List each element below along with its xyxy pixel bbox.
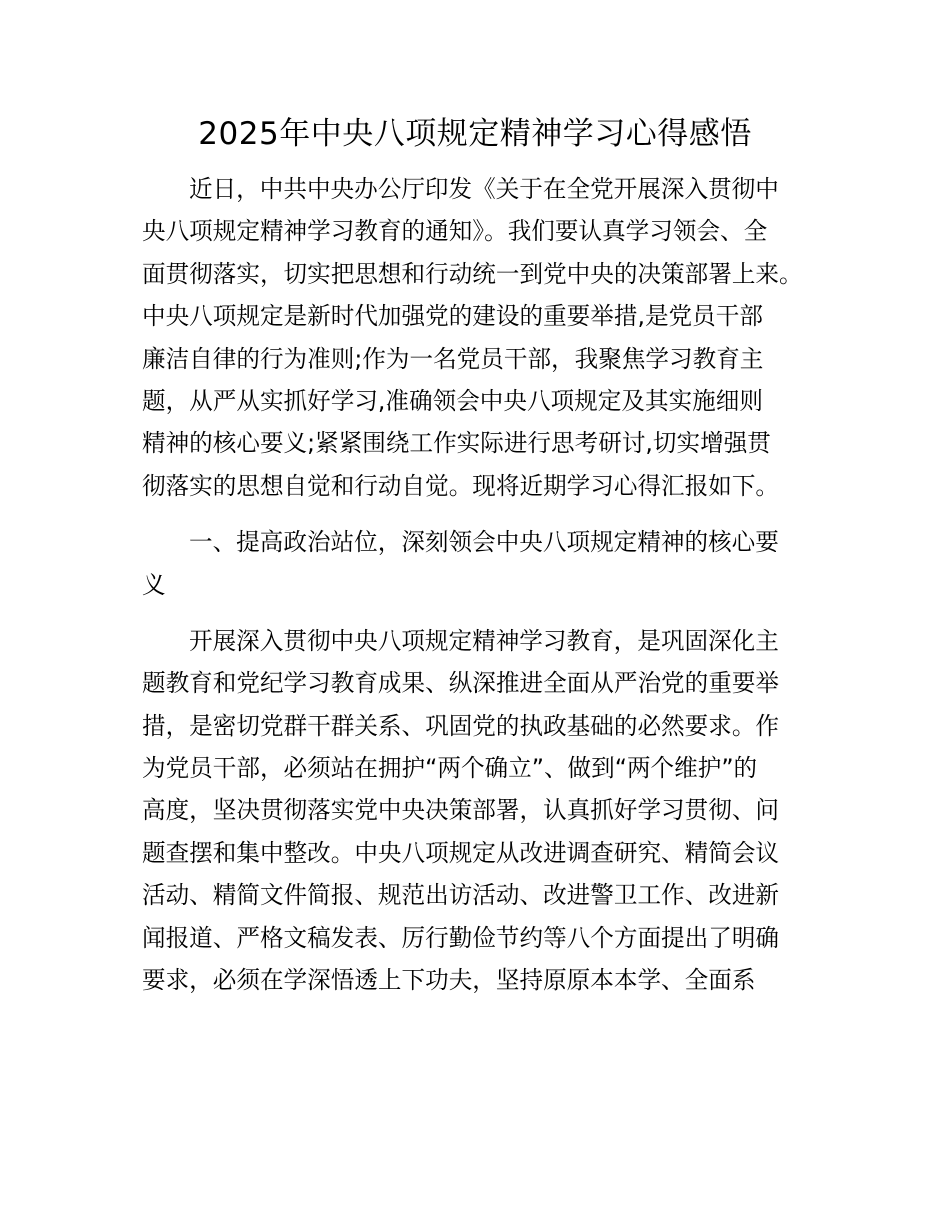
text-line: 措，是密切党群干群关系、巩固党的执政基础的必然要求。作 <box>142 711 780 740</box>
paragraph-gap <box>142 507 822 521</box>
text-line: 彻落实的思想自觉和行动自觉。现将近期学习心得汇报如下。 <box>142 471 780 500</box>
text-line: 题，从严从实抓好学习,准确领会中央八项规定及其实施细则 <box>142 386 763 415</box>
text-line: 精神的核心要义;紧紧围绕工作实际进行思考研讨,切实增强贯 <box>142 429 771 458</box>
text-line: 为党员干部，必须站在拥护“两个确立”、做到“两个维护”的 <box>142 754 758 783</box>
text-line: 近日，中共中央办公厅印发《关于在全党开展深入贯彻中 <box>189 175 779 203</box>
text-line: 央八项规定精神学习教育的通知》。我们要认真学习领会、全 <box>142 217 768 246</box>
text-line: 义 <box>142 570 166 599</box>
text-line: 高度，坚决贯彻落实党中央决策部署，认真抓好学习贯彻、问 <box>142 796 780 825</box>
section-heading <box>142 521 822 606</box>
text-line: 面贯彻落实，切实把思想和行动统一到党中央的决策部署上来。 <box>142 259 803 288</box>
text-line: 中央八项规定是新时代加强党的建设的重要举措,是党员干部 <box>142 302 763 331</box>
text-line: 开展深入贯彻中央八项规定精神学习教育，是巩固深化主 <box>189 626 779 655</box>
text-line: 闻报道、严格文稿发表、厉行勤俭节约等八个方面提出了明确 <box>142 923 780 952</box>
paragraph-intro <box>142 168 822 507</box>
text-line: 要求，必须在学深悟透上下功夫，坚持原原本本学、全面系 <box>142 966 756 995</box>
document-title: 2025年中央八项规定精神学习心得感悟 <box>198 116 752 152</box>
text-line: 一、提高政治站位，深刻领会中央八项规定精神的核心要 <box>189 528 779 557</box>
text-line: 廉洁自律的行为准则;作为一名党员干部，我聚焦学习教育主 <box>142 344 764 373</box>
text-line: 活动、精简文件简报、规范出访活动、改进警卫工作、改进新 <box>142 881 780 910</box>
text-line: 题查摆和集中整改。中央八项规定从改进调查研究、精简会议 <box>142 838 780 867</box>
paragraph-gap <box>142 606 822 620</box>
document-body <box>142 168 822 1001</box>
paragraph-body <box>142 620 822 1002</box>
text-line: 题教育和党纪学习教育成果、纵深推进全面从严治党的重要举 <box>142 669 780 698</box>
